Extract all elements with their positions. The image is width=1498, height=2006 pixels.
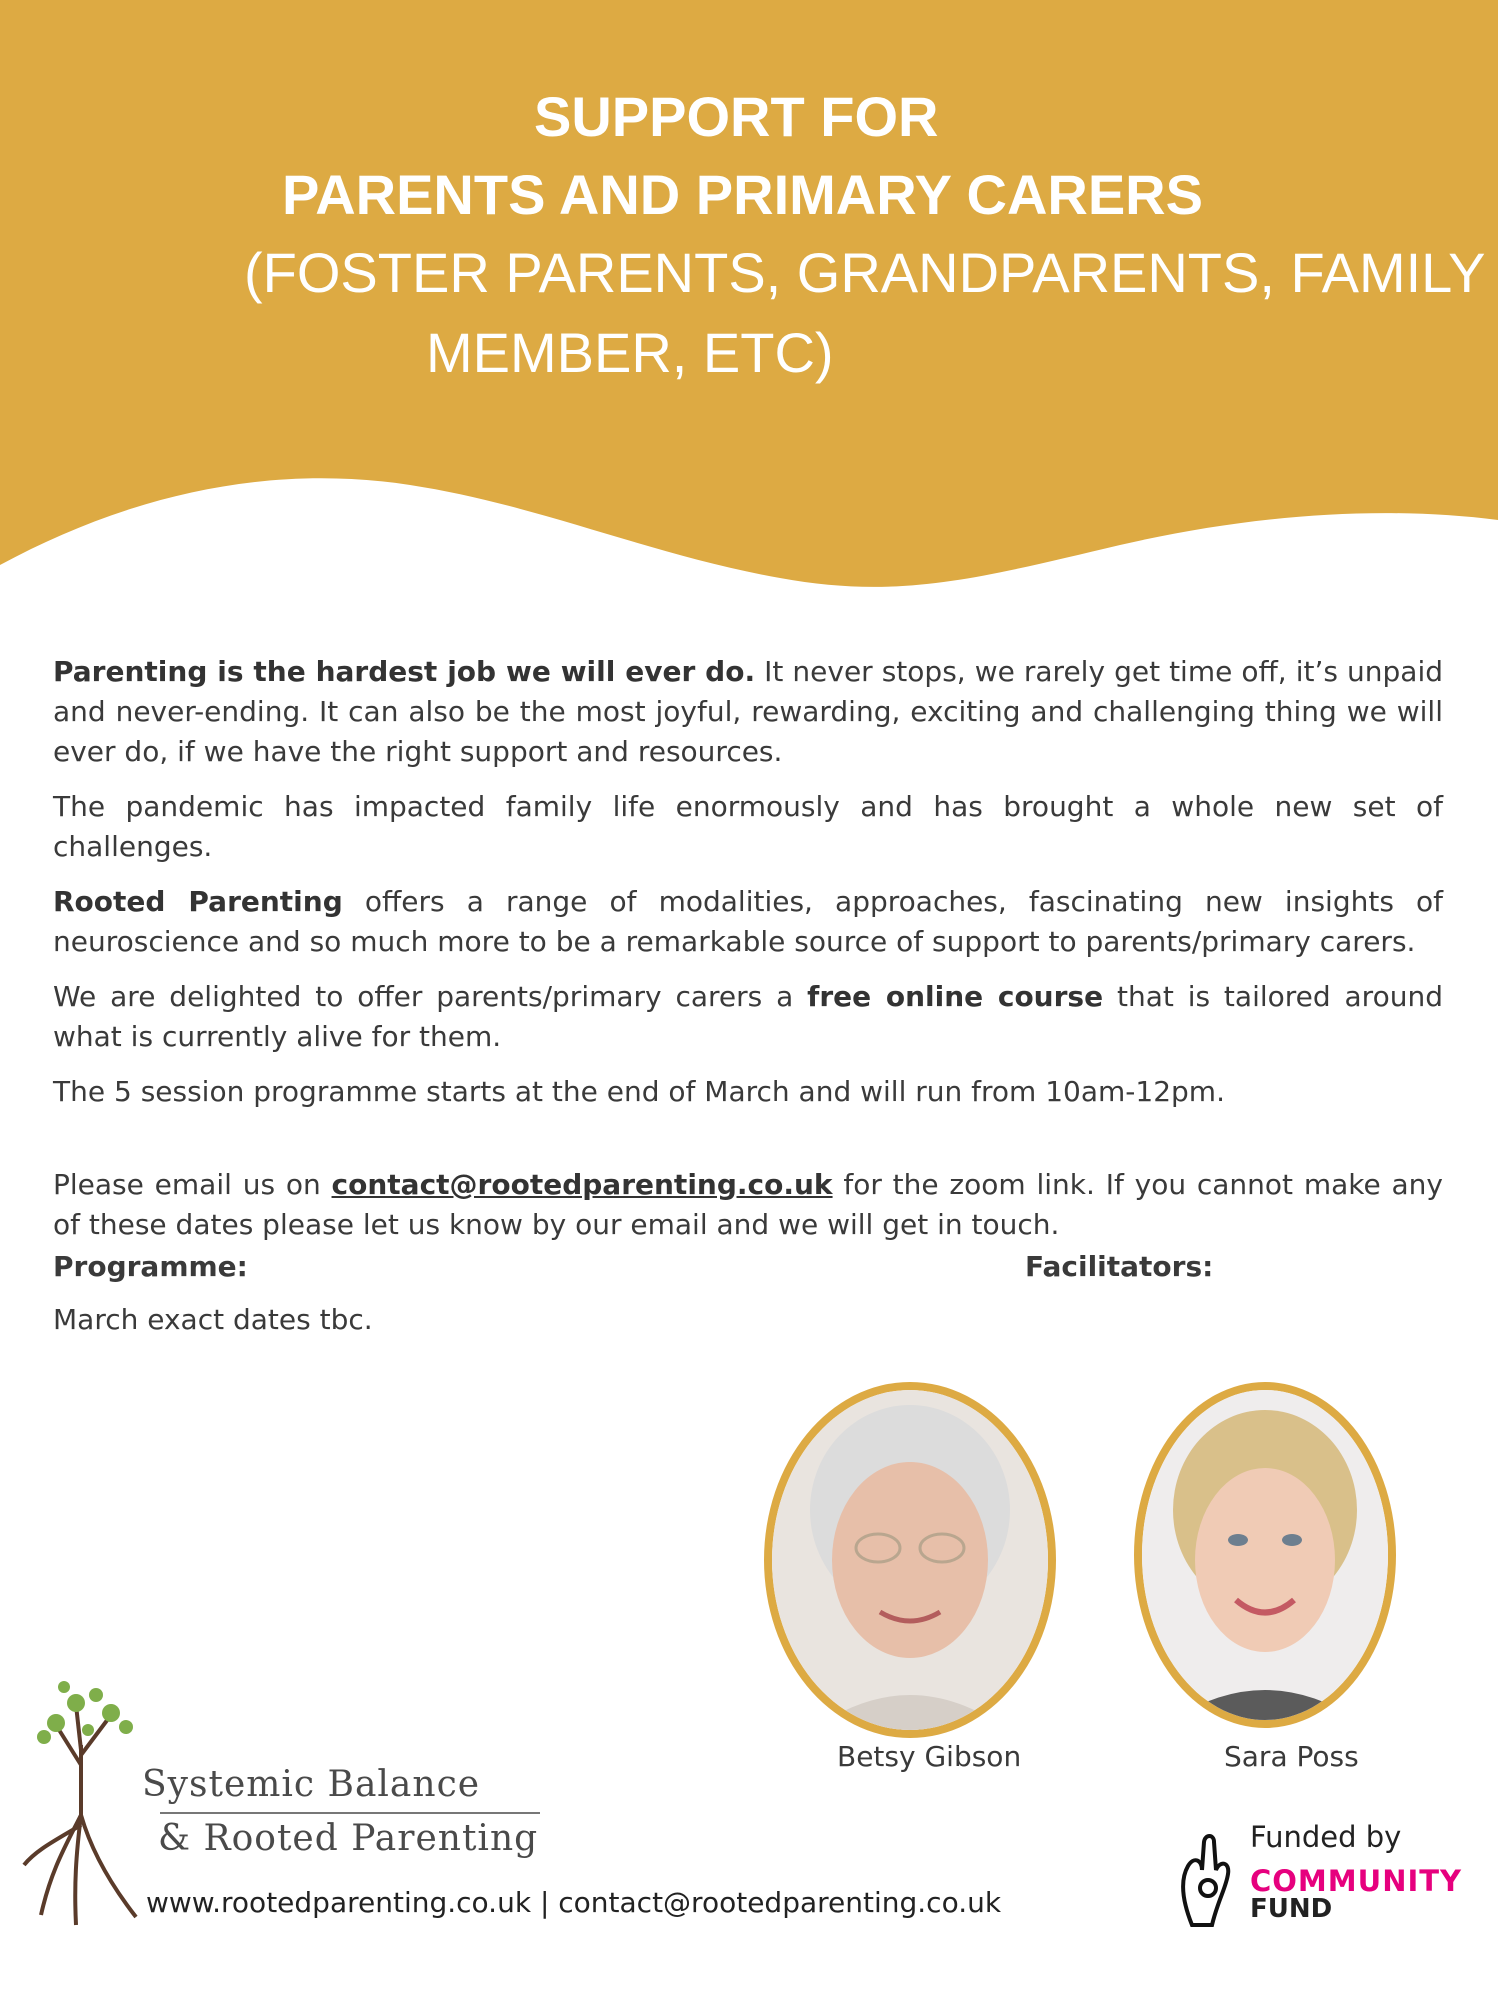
body-text [53, 652, 1443, 1260]
portrait-placeholder-icon [772, 1390, 1048, 1730]
facilitator-name-sara: Sara Poss [1224, 1740, 1359, 1773]
funded-by-label: Funded by [1250, 1820, 1402, 1854]
intro-rest: It never stops, we rarely get time off, it’s unpaid and never-ending. It can also be the most joyful, rewarding, exciting and challenging thing we will ever do, if we have the right support and resources. [53, 655, 1443, 768]
paragraph-pandemic: The pandemic has impacted family life enormously and has brought a whole new set of challenges. [53, 790, 1443, 863]
community-label: COMMUNITY [1250, 1864, 1463, 1898]
facilitator-photo-sara [1134, 1382, 1396, 1728]
lottery-crossed-fingers-icon [1172, 1830, 1248, 1930]
header-title-line-4: MEMBER, ETC) [426, 321, 834, 384]
header-title-line-1: SUPPORT FOR [534, 85, 939, 148]
logo-text-line-1: Systemic Balance [142, 1764, 481, 1805]
course-bold: free online course [807, 980, 1104, 1013]
paragraph-session: The 5 session programme starts at the end of March and will run from 10am-12pm. [53, 1075, 1225, 1108]
email-post: for the zoom link. If you cannot make any of these dates please let us know by our email and we will get in touch. [53, 1168, 1443, 1241]
logo-text-line-2: & Rooted Parenting [158, 1818, 539, 1859]
programme-label: Programme: [53, 1250, 248, 1283]
fund-label: FUND [1250, 1894, 1333, 1924]
facilitator-photo-betsy [764, 1382, 1056, 1738]
email-pre: Please email us on [53, 1168, 332, 1201]
contact-email-link[interactable]: contact@rootedparenting.co.uk [331, 1168, 833, 1201]
portrait-placeholder-icon [1142, 1390, 1388, 1720]
facilitators-label: Facilitators: [1025, 1250, 1214, 1283]
facilitator-name-betsy: Betsy Gibson [837, 1740, 1022, 1773]
rooted-parenting-rest: offers a range of modalities, approaches, fascinating new insights of neuroscience and so much more to be a remarkable source of support to parents/primary carers. [53, 885, 1443, 958]
paragraph-course [53, 977, 1443, 1057]
course-post: that is tailored around what is currently alive for them. [53, 980, 1443, 1053]
header-title-line-2: PARENTS AND PRIMARY CARERS [282, 163, 1203, 226]
paragraph-email [53, 1165, 1443, 1245]
paragraph-rooted-parenting [53, 882, 1443, 962]
footer-contact-links[interactable]: www.rootedparenting.co.uk | contact@rootedparenting.co.uk [146, 1886, 1002, 1919]
paragraph-intro [53, 652, 1443, 772]
rooted-parenting-bold: Rooted Parenting [53, 885, 343, 918]
header-title-line-3: (FOSTER PARENTS, GRANDPARENTS, FAMILY [244, 241, 1486, 304]
intro-bold: Parenting is the hardest job we will ever do. [53, 655, 756, 688]
logo-divider [160, 1812, 540, 1814]
course-pre: We are delighted to offer parents/primary carers a [53, 980, 808, 1013]
programme-value: March exact dates tbc. [53, 1303, 373, 1336]
